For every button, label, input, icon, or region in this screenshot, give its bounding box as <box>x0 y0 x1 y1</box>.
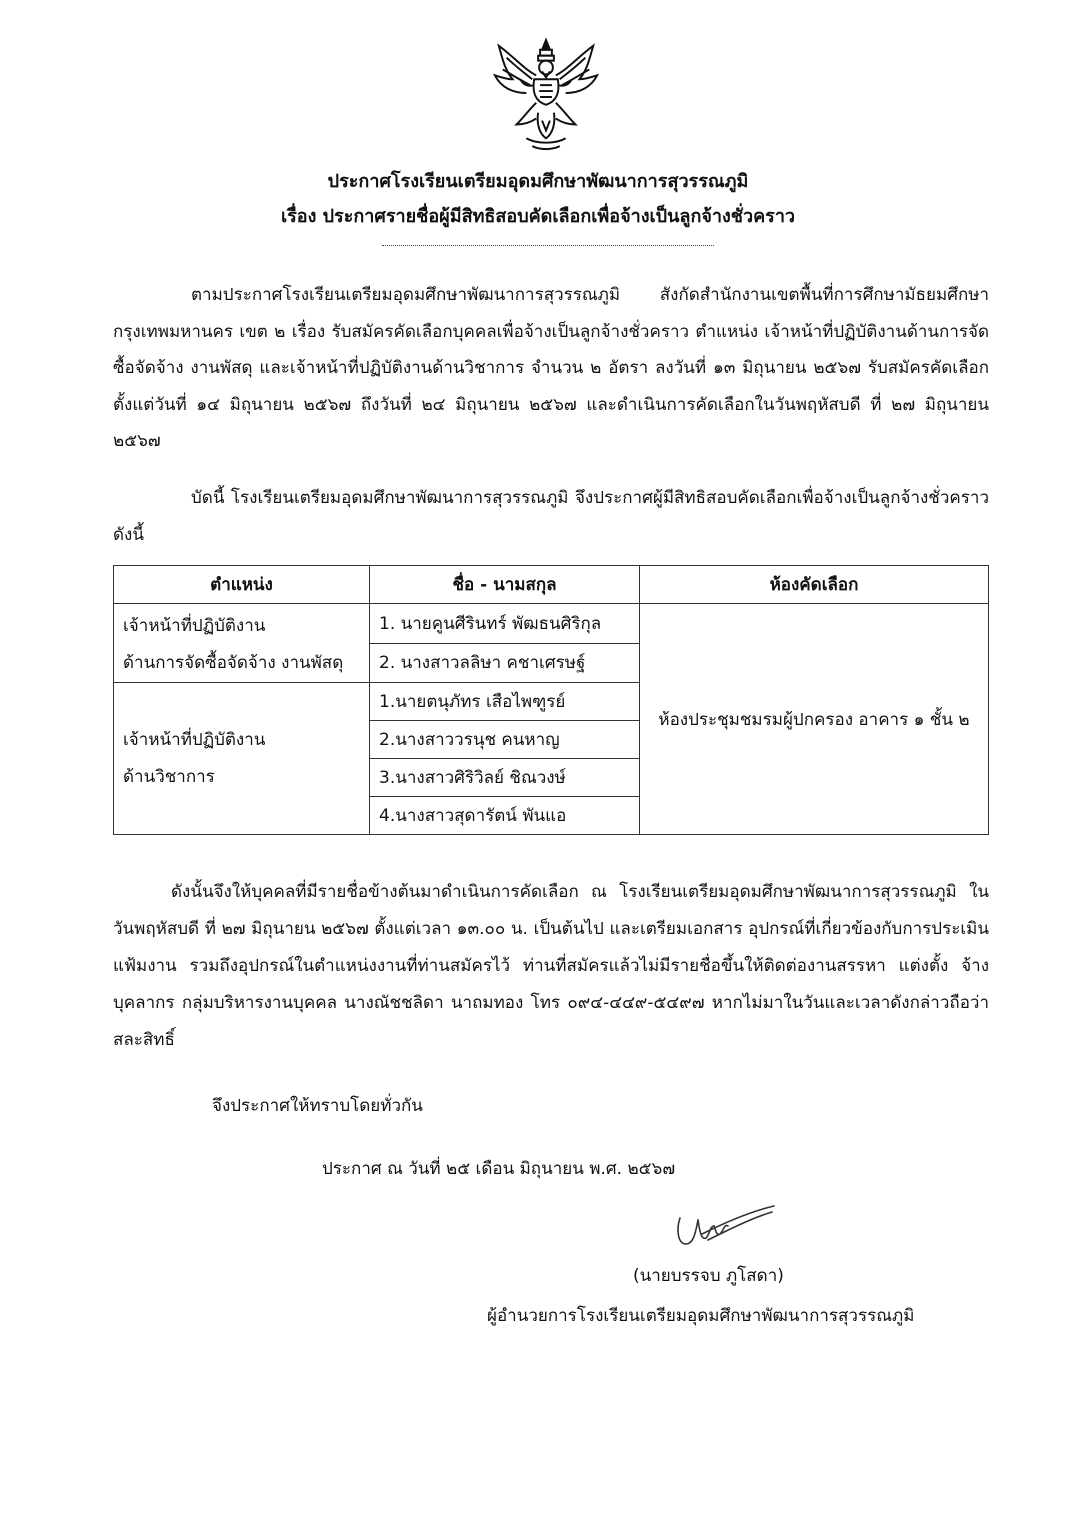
signer-title: ผู้อำนวยการโรงเรียนเตรียมอุดมศึกษาพัฒนาการสุวรรณภูมิ <box>487 1306 915 1326</box>
paragraph-background: ตามประกาศโรงเรียนเตรียมอุดมศึกษาพัฒนาการสุวรรณภูมิ สังกัดสำนักงานเขตพื้นที่การศึกษามัธยมศึกษากรุงเทพมหานคร เขต ๒ เรื่อง รับสมัครคัดเลือกบุคคลเพื่อจ้างเป็นลูกจ้างชั่วคราว ตำแหน่ง เจ้าหน้าที่ปฏิบัติงานด้านการจัดซื้อจัดจ้าง งานพัสดุ และเจ้าหน้าที่ปฏิบัติงานด้านวิชาการ จำนวน ๒ อัตรา ลงวันที่ ๑๓ มิถุนายน ๒๕๖๗ รับสมัครคัดเลือก ตั้งแต่วันที่ ๑๔ มิถุนายน ๒๕๖๗ ถึงวันที่ ๒๔ มิถุนายน ๒๕๖๗ และดำเนินการคัดเลือกในวันพฤหัสบดี ที่ ๒๗ มิถุนายน ๒๕๖๗ <box>113 285 989 451</box>
position-cell-procurement <box>114 604 370 683</box>
signature-icon <box>662 1200 782 1256</box>
paragraph-announcement: บัดนี้ โรงเรียนเตรียมอุดมศึกษาพัฒนาการสุวรรณภูมิ จึงประกาศผู้มีสิทธิสอบคัดเลือกเพื่อจ้างเป็นลูกจ้างชั่วคราว ดังนี้ <box>113 488 989 545</box>
header-position: ตำแหน่ง <box>114 566 370 604</box>
header-room: ห้องคัดเลือก <box>640 566 989 604</box>
position-line: ด้านวิชาการ <box>123 766 215 787</box>
candidate-name: 1. นายคูนศีรินทร์ พัฒธนศิริกุล <box>370 604 640 644</box>
position-line: เจ้าหน้าที่ปฏิบัติงาน <box>123 729 266 750</box>
announcement-subject: เรื่อง ประกาศรายชื่อผู้มีสิทธิสอบคัดเลือกเพื่อจ้างเป็นลูกจ้างชั่วคราว <box>280 206 796 227</box>
candidate-name: 1.นายตนุภัทร เสือไพฑูรย์ <box>370 683 640 721</box>
candidate-name: 2.นางสาววรนุช คนหาญ <box>370 721 640 759</box>
header-name: ชื่อ - นามสกุล <box>370 566 640 604</box>
position-cell-academic <box>114 683 370 835</box>
candidate-name: 3.นางสาวศิริวิลย์ ชิณวงษ์ <box>370 759 640 797</box>
dotted-divider <box>382 245 714 246</box>
candidate-name: 2. นางสาวลลิษา คชาเศรษฐ์ <box>370 643 640 683</box>
announcement-title: ประกาศโรงเรียนเตรียมอุดมศึกษาพัฒนาการสุวรรณภูมิ <box>327 171 749 192</box>
garuda-emblem-icon <box>487 36 605 154</box>
announcement-date: ประกาศ ณ วันที่ ๒๕ เดือน มิถุนายน พ.ศ. ๒๕๖๗ <box>322 1159 676 1179</box>
position-line: ด้านการจัดซื้อจัดจ้าง งานพัสดุ <box>123 653 344 673</box>
position-line: เจ้าหน้าที่ปฏิบัติงาน <box>123 616 266 636</box>
candidate-table <box>113 565 989 835</box>
table-header-row <box>114 566 989 604</box>
room-cell: ห้องประชุมชมรมผู้ปกครอง อาคาร ๑ ชั้น ๒ <box>640 604 989 835</box>
signer-name: (นายบรรจบ ภูโสดา) <box>633 1266 784 1286</box>
candidate-name: 4.นางสาวสุดารัตน์ พันแอ <box>370 797 640 835</box>
table-row <box>114 604 989 644</box>
closing-line: จึงประกาศให้ทราบโดยทั่วกัน <box>212 1096 423 1116</box>
paragraph-instructions: ดังนั้นจึงให้บุคคลที่มีรายชื่อข้างต้นมาดำเนินการคัดเลือก ณ โรงเรียนเตรียมอุดมศึกษาพัฒนาการสุวรรณภูมิ ในวันพฤหัสบดี ที่ ๒๗ มิถุนายน ๒๕๖๗ ตั้งแต่เวลา ๑๓.๐๐ น. เป็นต้นไป และเตรียมเอกสาร อุปกรณ์ที่เกี่ยวข้องกับการประเมิน แฟ้มงาน รวมถึงอุปกรณ์ในตำแหน่งงานที่ท่านสมัครไว้ ท่านที่สมัครแล้วไม่มีรายชื่อขึ้นให้ติดต่องานสรรหา แต่งตั้ง จ้างบุคลากร กลุ่มบริหารงานบุคคล นางณัชชลิดา นาถมทอง โทร ๐๙๔-๔๔๙-๕๔๙๗ หากไม่มาในวันและเวลาดังกล่าวถือว่าสละสิทธิ์ <box>113 882 989 1050</box>
